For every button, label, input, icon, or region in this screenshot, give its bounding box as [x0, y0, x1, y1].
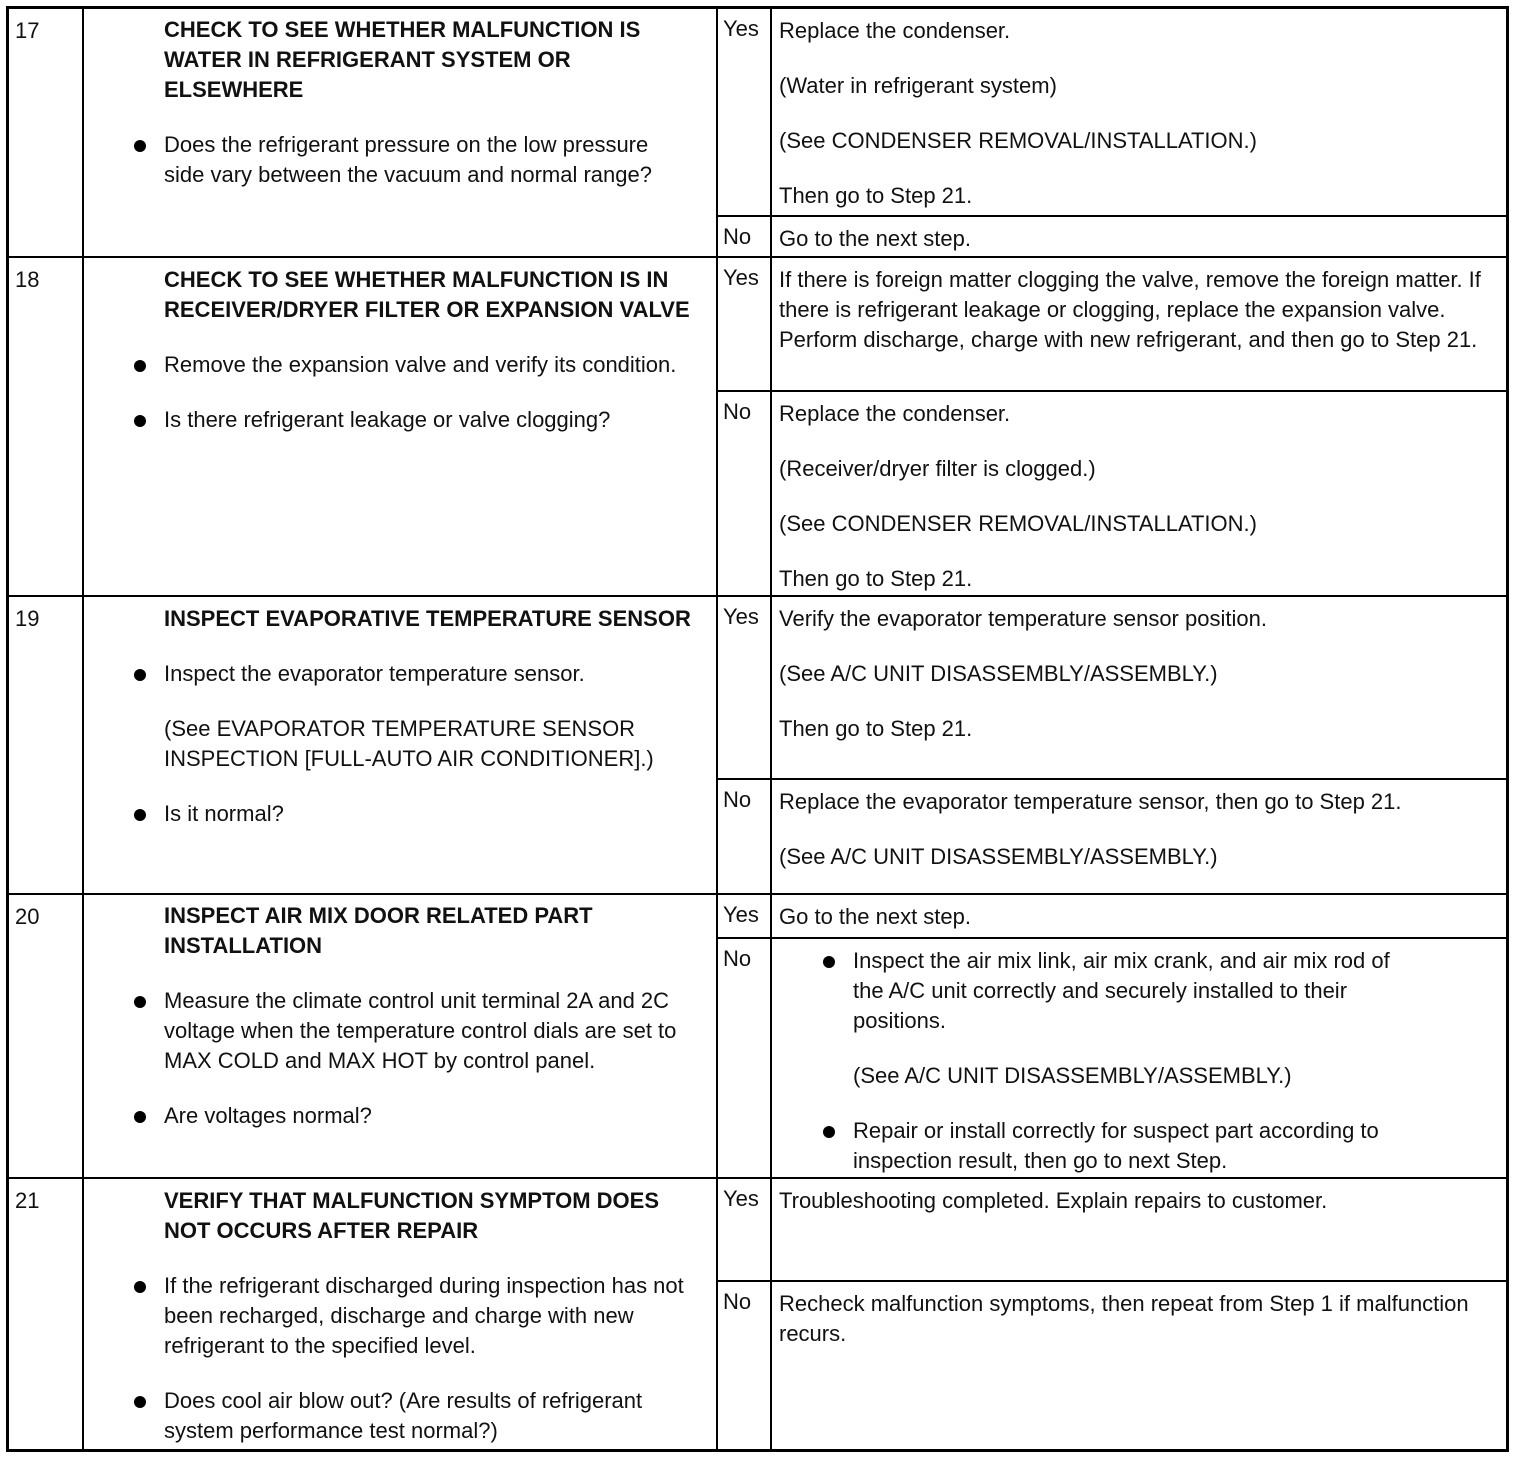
bullet-icon: [134, 360, 146, 372]
reference-note: (See A/C UNIT DISASSEMBLY/ASSEMBLY.): [853, 1063, 1292, 1088]
step-title: CHECK TO SEE WHETHER MALFUNCTION IS WATER IN REFRIGERANT SYSTEM OR ELSEWHERE: [164, 17, 641, 102]
bullet-icon: [134, 1281, 146, 1293]
answer-text: Replace the condenser. (Water in refrigerant system) (See CONDENSER REMOVAL/INSTALLATION.) Then go to Step 21.: [779, 18, 1257, 208]
answer-text: Troubleshooting completed. Explain repairs to customer.: [779, 1188, 1328, 1213]
step-title: CHECK TO SEE WHETHER MALFUNCTION IS IN RECEIVER/DRYER FILTER OR EXPANSION VALVE: [164, 267, 690, 322]
bullet-icon: [134, 996, 146, 1008]
answer-text: Replace the evaporator temperature sensor, then go to Step 21. (See A/C UNIT DISASSEMBLY/ASSEMBLY.): [779, 789, 1402, 869]
bullet-icon: [823, 956, 835, 968]
step-question: [164, 1186, 692, 1471]
bullet-icon: [134, 140, 146, 152]
bullet-icon: [823, 1126, 835, 1138]
question-bullet: Remove the expansion valve and verify its condition.: [164, 350, 692, 380]
question-bullet: Measure the climate control unit terminal 2A and 2C voltage when the temperature control dials are set to MAX COLD and MAX HOT by control panel.: [164, 986, 692, 1076]
answer-text: [779, 946, 1419, 1201]
yes-label: Yes: [723, 1186, 759, 1211]
bullet-icon: [134, 669, 146, 681]
answer-text: Go to the next step.: [779, 904, 972, 929]
step-number: 21: [15, 1188, 40, 1213]
answer-bullet: Repair or install correctly for suspect part according to inspection result, then go to next Step.: [853, 1116, 1419, 1176]
step-row-20: [9, 895, 1506, 1179]
question-bullet: Does cool air blow out? (Are results of refrigerant system performance test normal?): [164, 1386, 692, 1446]
no-label: No: [723, 399, 752, 424]
step-number: 18: [15, 267, 40, 292]
yes-label: Yes: [723, 265, 759, 290]
step-title: INSPECT EVAPORATIVE TEMPERATURE SENSOR: [164, 606, 691, 631]
step-title: VERIFY THAT MALFUNCTION SYMPTOM DOES NOT OCCURS AFTER REPAIR: [164, 1188, 660, 1243]
step-question: [164, 604, 692, 854]
no-label: No: [723, 1289, 752, 1314]
step-row-17: [9, 9, 1506, 258]
yes-answer: [717, 1179, 1506, 1280]
no-answer: [717, 937, 1506, 1179]
step-row-18: [9, 258, 1506, 597]
yes-answer: [717, 895, 1506, 937]
answer-text: Replace the condenser. (Receiver/dryer filter is clogged.) (See CONDENSER REMOVAL/INSTALLATION.) Then go to Step 21.: [779, 401, 1257, 591]
yes-answer: [717, 597, 1506, 778]
yes-answer: [717, 9, 1506, 215]
step-question: [164, 265, 692, 460]
yes-answer: [717, 258, 1506, 390]
no-answer: [717, 215, 1506, 258]
question-bullet: Does the refrigerant pressure on the low pressure side vary between the vacuum and normal range?: [164, 130, 692, 190]
reference-note: (See EVAPORATOR TEMPERATURE SENSOR INSPECTION [FULL-AUTO AIR CONDITIONER].): [164, 716, 654, 771]
answer-text: If there is foreign matter clogging the valve, remove the foreign matter. If there is refrigerant leakage or clogging, replace the expansion valve. Perform discharge, charge with new refrigerant, and then go to Step 21.: [779, 267, 1481, 352]
question-bullet: If the refrigerant discharged during inspection has not been recharged, discharge and charge with new refrigerant to the specified level.: [164, 1271, 692, 1361]
answer-bullet: Inspect the air mix link, air mix crank, and air mix rod of the A/C unit correctly and securely installed to their positions.: [853, 946, 1419, 1036]
step-title: INSPECT AIR MIX DOOR RELATED PART INSTALLATION: [164, 903, 593, 958]
step-number: 17: [15, 18, 40, 43]
no-label: No: [723, 224, 752, 249]
question-bullet: Inspect the evaporator temperature sensor.: [164, 659, 692, 689]
bullet-icon: [134, 415, 146, 427]
no-label: No: [723, 946, 752, 971]
no-label: No: [723, 787, 752, 812]
step-number: 20: [15, 904, 40, 929]
step-number: 19: [15, 606, 40, 631]
no-answer: [717, 778, 1506, 895]
no-answer: [717, 1280, 1506, 1449]
bullet-icon: [134, 1396, 146, 1408]
yes-label: Yes: [723, 604, 759, 629]
yes-label: Yes: [723, 16, 759, 41]
step-row-21: [9, 1179, 1506, 1449]
step-question: [164, 15, 692, 215]
bullet-icon: [134, 809, 146, 821]
bullet-icon: [134, 1111, 146, 1123]
step-row-19: [9, 597, 1506, 895]
question-bullet: Are voltages normal?: [164, 1101, 692, 1131]
yes-label: Yes: [723, 902, 759, 927]
answer-text: Go to the next step.: [779, 226, 972, 251]
troubleshooting-table: [6, 6, 1509, 1452]
question-bullet: Is there refrigerant leakage or valve clogging?: [164, 405, 692, 435]
step-question: [164, 901, 692, 1156]
answer-text: Recheck malfunction symptoms, then repeat from Step 1 if malfunction recurs.: [779, 1291, 1469, 1346]
answer-text: Verify the evaporator temperature sensor position. (See A/C UNIT DISASSEMBLY/ASSEMBLY.) Then go to Step 21.: [779, 606, 1267, 741]
question-bullet: Is it normal?: [164, 799, 692, 829]
no-answer: [717, 390, 1506, 597]
